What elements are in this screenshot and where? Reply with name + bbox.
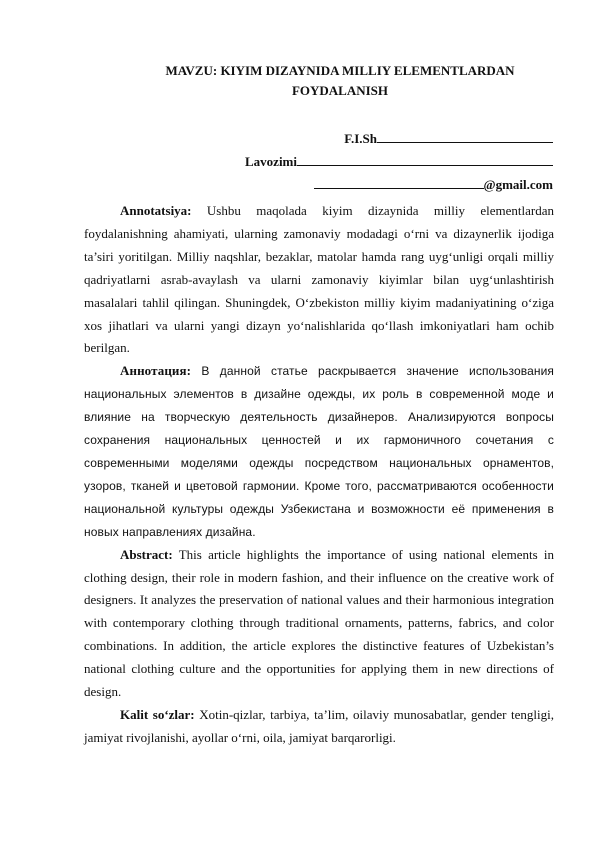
annotation-ru [84, 360, 554, 543]
author-email-field [314, 176, 554, 193]
position-label: Lavozimi [245, 154, 297, 169]
paper-title-line1: MAVZU: KIYIM DIZAYNIDA MILLIY ELEMENTLARDAN [165, 63, 515, 78]
author-name-field [344, 130, 553, 147]
fish-blank-line [377, 130, 553, 143]
abstract-en-text: This article highlights the importance of using national elements in clothing design, their role in modern fashion, and their influence on the creative work of designers. It analyzes the preservation of national values and their harmonious integration with contemporary clothing through traditional ornaments, patterns, fabrics, and color combinations. In addition, the article explores the distinctive features of Uzbekistan’s national clothing culture and the opportunities for applying them in new directions of design. [84, 546, 554, 700]
annotation-ru-label: Аннотация: [120, 363, 192, 379]
annotation-uz-label: Annotatsiya: [120, 203, 192, 218]
annotation-ru-text: В данной статье раскрывается значение использования национальных элементов в дизайне одежды, их роль в современной моде и влияние на творческую деятельность дизайнеров. Анализируются вопросы сохранения национальных ценностей и их гармоничного сочетания с современными моделями одежды посредством национальных орнаментов, узоров, тканей и цветовой гармонии. Кроме того, рассматриваются особенности национальной культуры одежды Узбекистана и возможности её применения в новых направлениях дизайна. [84, 364, 554, 539]
email-blank-line [314, 176, 484, 189]
abstract-en-label: Abstract: [120, 546, 173, 562]
abstract-en [84, 544, 554, 704]
keywords [84, 704, 554, 750]
paper-title-line2: FOYDALANISH [291, 83, 389, 98]
annotation-uz [84, 200, 554, 360]
author-position-field [245, 153, 553, 170]
annotation-uz-text: Ushbu maqolada kiyim dizaynida milliy elementlardan foydalanishning ahamiyati, ularning zamonaviy modadagi o‘rni va dizaynerlik ijodiga ta’siri yoritilgan. Milliy naqshlar, bezaklar, matolar hamda rang uyg‘unligi orqali milliy qadriyatlarni asrab-avaylash va ularni zamonaviy kiyimlar bilan uyg‘unlashtirish masalalari tahlil qilingan. Shuningdek, O‘zbekiston milliy kiyim madaniyatining o‘ziga xos jihatlari va ularni yangi dizayn yo‘nalishlarida qo‘llash imkoniyatlari ham ochib berilgan. [84, 203, 554, 356]
keywords-text: Xotin-qizlar, tarbiya, ta’lim, oilaviy munosabatlar, gender tengligi, jamiyat rivojlanishi, ayollar o‘rni, oila, jamiyat barqarorligi. [84, 706, 554, 745]
paper-title [90, 62, 590, 100]
email-suffix: @gmail.com [483, 177, 553, 192]
fish-label: F.I.Sh [344, 131, 377, 146]
keywords-label: Kalit so‘zlar: [120, 706, 195, 722]
abstracts-section [84, 200, 554, 750]
position-blank-line [297, 153, 553, 166]
